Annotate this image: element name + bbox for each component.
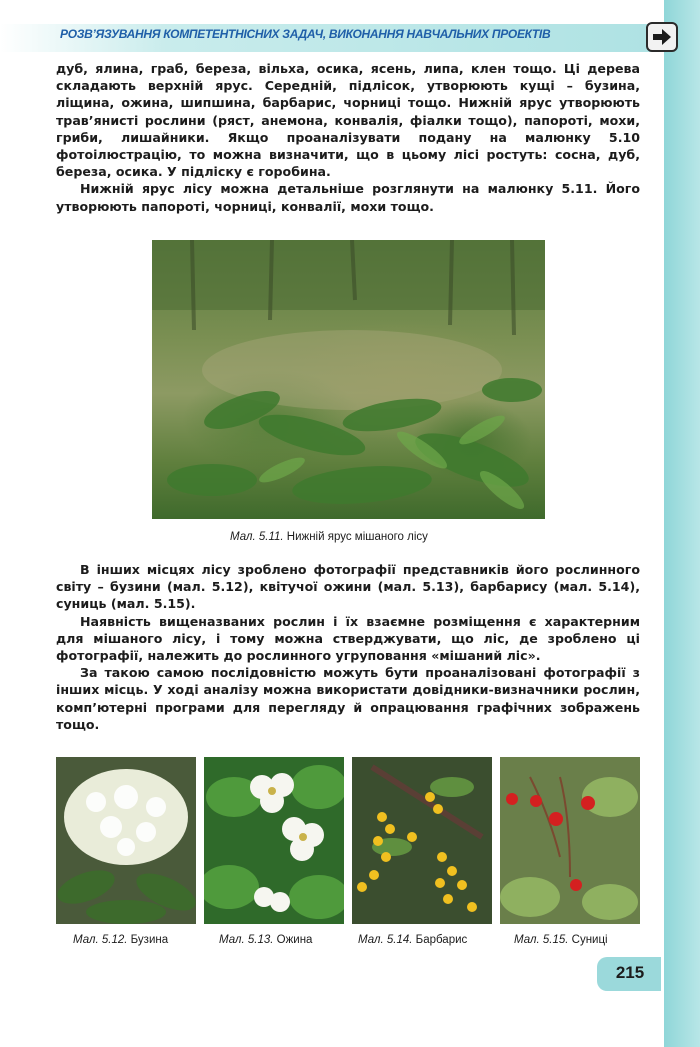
figure-caption-text: Барбарис	[415, 934, 468, 946]
strawberry-photo	[500, 757, 640, 924]
figure-5-11-caption	[230, 531, 428, 543]
figure-5-12-caption	[73, 934, 168, 946]
paragraph-2: Нижній ярус лісу можна детальніше розглянути на малюнку 5.11. Його утворюють папороті, чорниці, конвалії, мохи тощо.	[56, 181, 640, 214]
elder-photo	[56, 757, 196, 924]
next-arrow-button[interactable]	[646, 22, 678, 52]
figure-5-14-caption	[358, 934, 467, 946]
blackberry-photo	[204, 757, 344, 924]
figure-5-13-caption	[219, 934, 312, 946]
paragraph-4: Наявність вищеназваних рослин і їх взаємне розміщення є характерним для мішаного лісу, і тому можна стверджувати, що ліс, де зроблено ці фотографії, належить до рослинного угруповання «мішаний ліс».	[56, 613, 640, 664]
barberry-photo	[352, 757, 492, 924]
figure-caption-text: Ожина	[276, 934, 313, 946]
page-number: 215	[615, 963, 645, 982]
body-text-top	[56, 60, 640, 215]
figure-number: Мал. 5.14.	[358, 934, 413, 946]
figure-number: Мал. 5.11.	[230, 531, 284, 543]
figure-caption-text: Бузина	[130, 934, 169, 946]
figure-number: Мал. 5.15.	[514, 934, 569, 946]
paragraph-3: В інших місцях лісу зроблено фотографії представників його рослинного світу – бузини (мал. 5.12), квітучої ожини (мал. 5.13), барбарису (мал. 5.14), суниць (мал. 5.15).	[56, 562, 640, 612]
section-title: РОЗВ’ЯЗУВАННЯ КОМПЕТЕНТНІСНИХ ЗАДАЧ, ВИКОНАННЯ НАВЧАЛЬНИХ ПРОЕКТІВ	[60, 27, 551, 41]
arrow-right-icon	[652, 28, 672, 46]
figure-caption-text: Нижній ярус мішаного лісу	[286, 531, 428, 543]
figure-5-15-caption	[514, 934, 608, 946]
paragraph-5: За такою самою послідовністю можуть бути проаналізовані фотографії з інших місць. У ході аналізу можна використати довідники-визначники рослин, комп’ютерні програми для перегляду й опрацювання графічних зображень тощо.	[56, 665, 640, 732]
figure-number: Мал. 5.13.	[219, 934, 274, 946]
body-text-bottom	[56, 561, 640, 733]
figure-number: Мал. 5.12.	[73, 934, 128, 946]
page-edge-strip	[664, 0, 700, 1047]
figure-caption-text: Суниці	[571, 934, 608, 946]
forest-floor-photo	[152, 240, 545, 519]
paragraph-1: дуб, ялина, граб, береза, вільха, осика, ясень, липа, клен тощо. Ці дерева складають верхній ярус. Середній, підлісок, утворюють кущі – бузина, ліщина, ожина, шипшина, барбарис, чорниці тощо. Нижній ярус утворюють трав’янисті рослини (ряст, анемона, конвалія, фіалки тощо), папороті, мохи, гриби, лишайники. Якщо проаналізувати подану на малюнку 5.10 фотоілюстрацію, то можна визначити, що в цьому лісі ростуть: сосна, дуб, береза, осика. У підліску є горобина.	[56, 61, 640, 180]
